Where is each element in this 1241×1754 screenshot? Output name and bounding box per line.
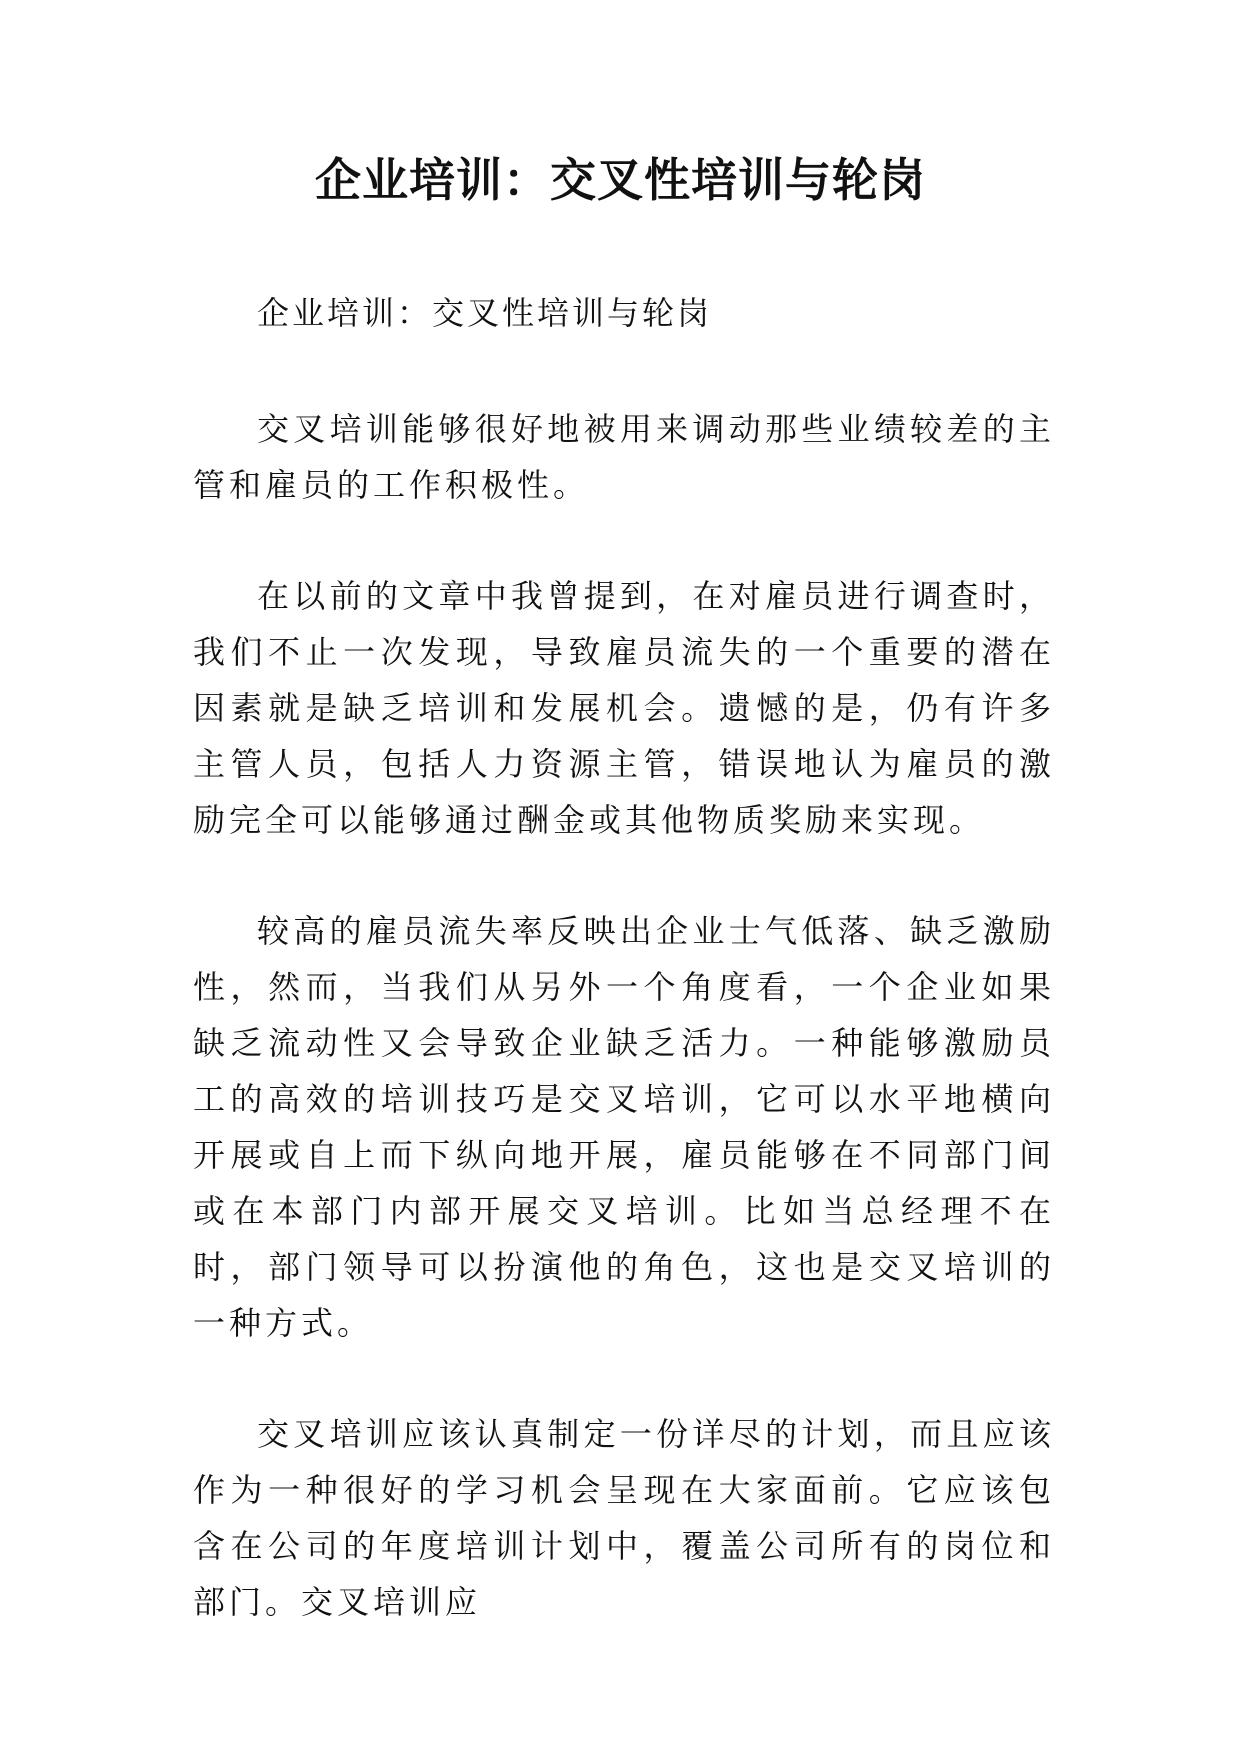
paragraph: 交叉培训应该认真制定一份详尽的计划，而且应该作为一种很好的学习机会呈现在大家面前。它应该包含在公司的年度培训计划中，覆盖公司所有的岗位和部门。交叉培训应 — [193, 1415, 1055, 1621]
paragraph: 在以前的文章中我曾提到，在对雇员进行调查时，我们不止一次发现，导致雇员流失的一个重要的潜在因素就是缺乏培训和发展机会。遗憾的是，仍有许多主管人员，包括人力资源主管，错误地认为雇员的激励完全可以能够通过酬金或其他物质奖励来实现。 — [193, 577, 1055, 839]
paragraph: 交叉培训能够很好地被用来调动那些业绩较差的主管和雇员的工作积极性。 — [193, 410, 1055, 504]
document-subtitle: 企业培训：交叉性培训与轮岗 — [257, 294, 713, 332]
document-title: 企业培训：交叉性培训与轮岗 — [315, 153, 926, 207]
paragraph: 较高的雇员流失率反映出企业士气低落、缺乏激励性，然而，当我们从另外一个角度看，一个企业如果缺乏流动性又会导致企业缺乏活力。一种能够激励员工的高效的培训技巧是交叉培训，它可以水平地横向开展或自上而下纵向地开展，雇员能够在不同部门间或在本部门内部开展交叉培训。比如当总经理不在时，部门领导可以扮演他的角色，这也是交叉培训的一种方式。 — [193, 912, 1055, 1342]
document-body — [193, 285, 1055, 1685]
